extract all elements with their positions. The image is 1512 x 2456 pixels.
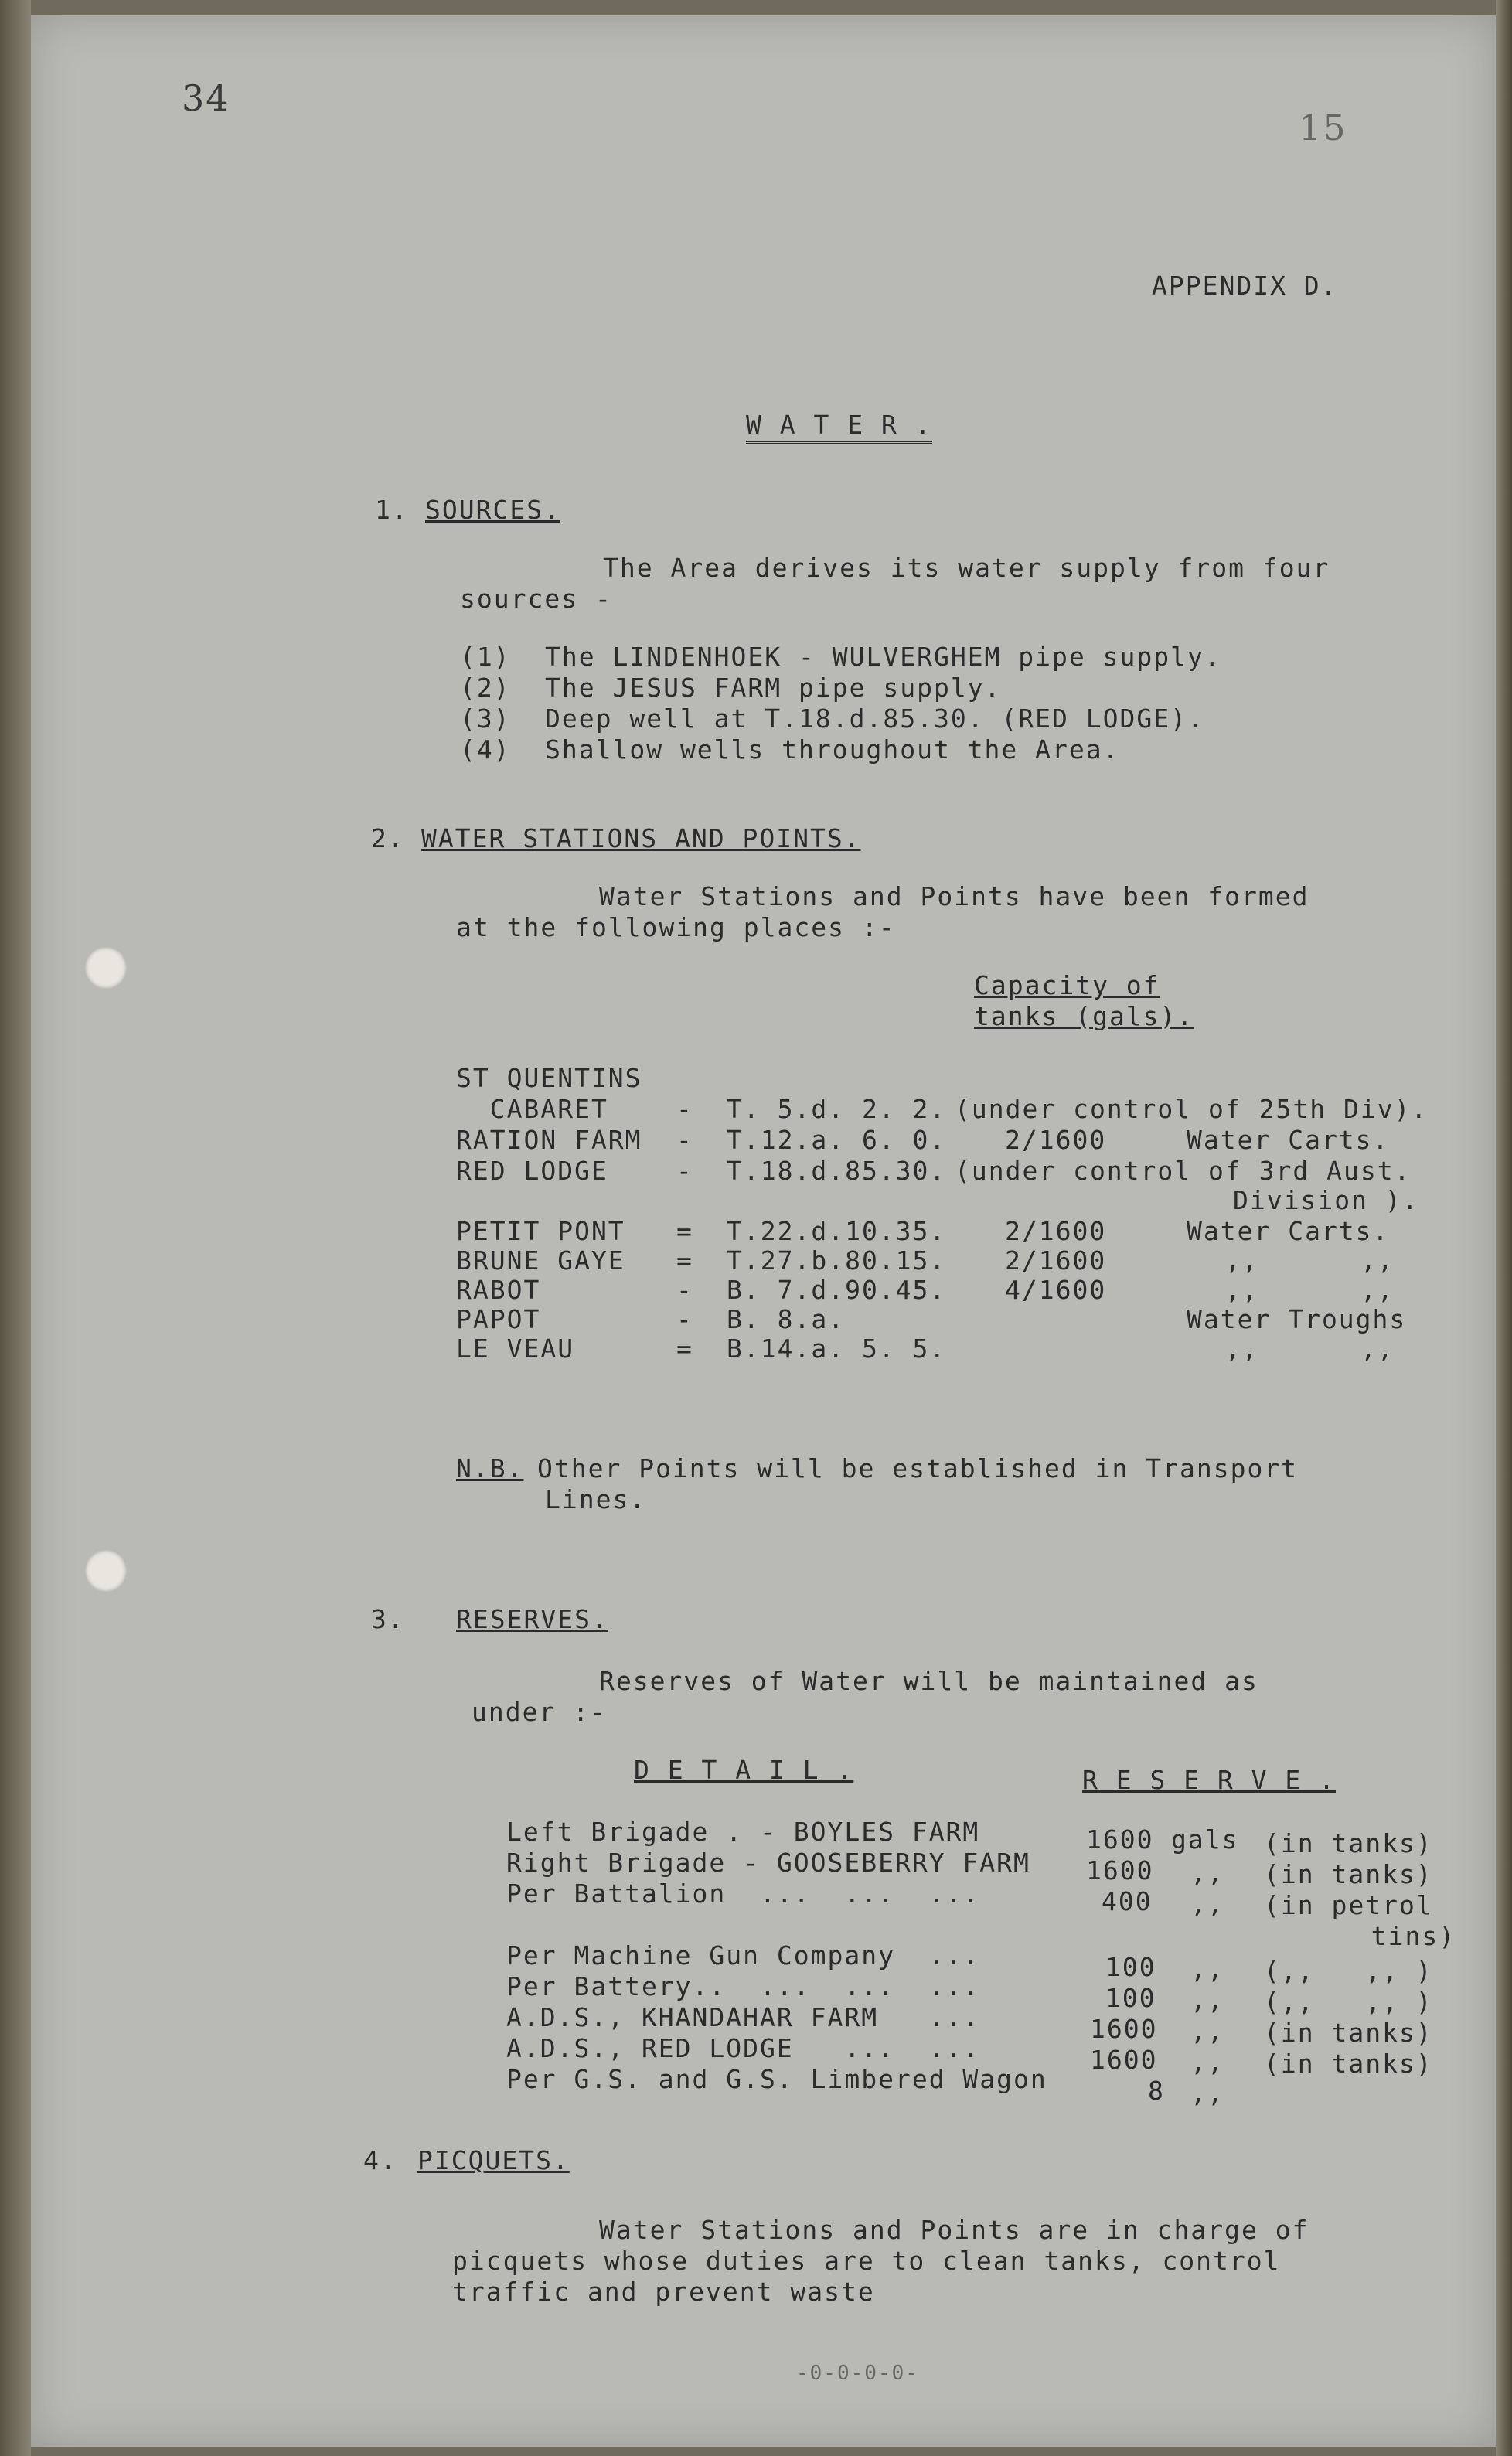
section-heading-reserves: RESERVES. bbox=[456, 1604, 608, 1634]
appendix-label: APPENDIX D. bbox=[1152, 271, 1338, 301]
column-header-reserve: R E S E R V E . bbox=[1082, 1765, 1337, 1795]
table-cell-qty: 1600 bbox=[1086, 1824, 1154, 1855]
table-cell-detail: Right Brigade - GOOSEBERRY FARM bbox=[506, 1848, 1030, 1878]
folio-number: 34 bbox=[182, 77, 230, 119]
table-cell-ref: B. 8.a. bbox=[727, 1304, 846, 1334]
table-cell-sep: - bbox=[676, 1156, 693, 1186]
table-cell-note: ,, ,, bbox=[1225, 1275, 1395, 1305]
table-cell-qty: 100 bbox=[1105, 1983, 1156, 2013]
page-number: 15 bbox=[1299, 107, 1347, 148]
table-cell-place: BRUNE GAYE bbox=[456, 1245, 625, 1276]
table-cell-unit: ,, bbox=[1190, 1985, 1224, 2015]
table-cell-sep: - bbox=[676, 1094, 693, 1124]
table-cell-place: CABARET bbox=[456, 1094, 608, 1124]
table-cell-note: (in tanks) bbox=[1264, 2049, 1433, 2079]
table-cell-ref: T.18.d.85.30. bbox=[727, 1156, 947, 1186]
table-cell-sep: - bbox=[676, 1125, 693, 1155]
table-cell-unit: ,, bbox=[1190, 1889, 1224, 1919]
section-heading-stations: WATER STATIONS AND POINTS. bbox=[421, 823, 861, 853]
punch-hole-icon bbox=[85, 947, 127, 989]
table-cell-ref: B.14.a. 5. 5. bbox=[727, 1334, 947, 1364]
table-cell-note: (in tanks) bbox=[1264, 1828, 1433, 1858]
table-cell-qty: 1600 bbox=[1086, 1855, 1154, 1885]
table-cell-note: ,, ,, bbox=[1225, 1245, 1395, 1276]
table-cell-capacity: 4/1600 bbox=[1005, 1275, 1107, 1305]
capacity-header: tanks (gals). bbox=[974, 1001, 1194, 1031]
table-cell-note: Water Troughs bbox=[1187, 1304, 1407, 1334]
table-cell-detail: Per Battery.. ... ... ... bbox=[506, 1971, 980, 2001]
table-cell-detail: A.D.S., RED LODGE ... ... bbox=[506, 2033, 980, 2063]
table-cell-sep: = bbox=[676, 1245, 693, 1276]
table-cell-place: RED LODGE bbox=[456, 1156, 608, 1186]
list-item-number: (3) bbox=[460, 703, 511, 734]
table-cell-sep: = bbox=[676, 1216, 693, 1246]
list-item-number: (4) bbox=[460, 734, 511, 765]
table-cell-note: Division ). bbox=[1233, 1185, 1419, 1215]
table-cell-detail: Per G.S. and G.S. Limbered Wagon bbox=[506, 2064, 1047, 2094]
table-cell-unit: ,, bbox=[1190, 1858, 1224, 1888]
table-cell-qty: 1600 bbox=[1090, 2045, 1158, 2075]
stations-intro: at the following places :- bbox=[456, 912, 896, 942]
paper-stack-edge-left bbox=[0, 0, 31, 2456]
table-cell-place: RATION FARM bbox=[456, 1125, 642, 1155]
table-cell-place: ST QUENTINS bbox=[456, 1063, 642, 1093]
table-cell-unit: ,, bbox=[1190, 2016, 1224, 2046]
table-cell-unit: ,, bbox=[1190, 1954, 1224, 1984]
table-cell-place: LE VEAU bbox=[456, 1334, 575, 1364]
table-cell-sep: - bbox=[676, 1275, 693, 1305]
table-cell-note: Water Carts. bbox=[1187, 1216, 1390, 1246]
list-item: The LINDENHOEK - WULVERGHEM pipe supply. bbox=[545, 642, 1221, 672]
table-cell-note: (under control of 3rd Aust. bbox=[955, 1156, 1412, 1186]
section-number: 3. bbox=[371, 1604, 405, 1634]
table-cell-place: RABOT bbox=[456, 1275, 541, 1305]
document-page bbox=[31, 15, 1496, 2447]
sources-intro: sources - bbox=[460, 584, 612, 614]
table-cell-ref: T.27.b.80.15. bbox=[727, 1245, 947, 1276]
table-cell-ref: T. 5.d. 2. 2. bbox=[727, 1094, 947, 1124]
table-cell-qty: 1600 bbox=[1090, 2014, 1158, 2044]
table-cell-sep: - bbox=[676, 1304, 693, 1334]
table-cell-ref: T.22.d.10.35. bbox=[727, 1216, 947, 1246]
list-item: The JESUS FARM pipe supply. bbox=[545, 673, 1002, 703]
table-cell-qty: 100 bbox=[1105, 1952, 1156, 1982]
table-cell-note: Water Carts. bbox=[1187, 1125, 1390, 1155]
table-cell-detail: A.D.S., KHANDAHAR FARM ... bbox=[506, 2002, 980, 2032]
section-number: 1. bbox=[375, 495, 409, 525]
list-item: Shallow wells throughout the Area. bbox=[545, 734, 1120, 765]
table-cell-note: (in petrol bbox=[1264, 1890, 1433, 1920]
picquets-text: picquets whose duties are to clean tanks, control bbox=[452, 2246, 1281, 2276]
table-cell-unit: gals bbox=[1171, 1824, 1239, 1855]
table-cell-qty: 8 bbox=[1148, 2076, 1165, 2106]
stations-intro: Water Stations and Points have been formed bbox=[599, 881, 1309, 911]
table-cell-capacity: 2/1600 bbox=[1005, 1216, 1107, 1246]
page-title: W A T E R . bbox=[746, 410, 932, 444]
table-cell-capacity: 2/1600 bbox=[1005, 1245, 1107, 1276]
table-cell-unit: ,, bbox=[1190, 2078, 1224, 2108]
table-cell-place: PETIT PONT bbox=[456, 1216, 625, 1246]
table-cell-detail: Per Machine Gun Company ... bbox=[506, 1940, 980, 1971]
capacity-header: Capacity of bbox=[974, 970, 1160, 1000]
table-cell-place: PAPOT bbox=[456, 1304, 541, 1334]
paper-stack-edge-right bbox=[1496, 0, 1512, 2456]
list-item-number: (2) bbox=[460, 673, 511, 703]
sources-intro: The Area derives its water supply from four bbox=[603, 553, 1330, 583]
section-number: 4. bbox=[363, 2145, 397, 2175]
table-cell-note: (,, ,, ) bbox=[1264, 1987, 1433, 2017]
list-item-number: (1) bbox=[460, 642, 511, 672]
table-cell-ref: B. 7.d.90.45. bbox=[727, 1275, 947, 1305]
picquets-text: Water Stations and Points are in charge of bbox=[599, 2215, 1309, 2245]
table-cell-qty: 400 bbox=[1102, 1886, 1153, 1916]
reserves-intro: Reserves of Water will be maintained as bbox=[599, 1666, 1258, 1696]
table-cell-note: tins) bbox=[1337, 1921, 1456, 1951]
table-cell-unit: ,, bbox=[1190, 2047, 1224, 2077]
list-item: Deep well at T.18.d.85.30. (RED LODGE). bbox=[545, 703, 1204, 734]
table-cell-note: ,, ,, bbox=[1225, 1334, 1395, 1364]
nb-label: N.B. bbox=[456, 1453, 524, 1483]
table-cell-note: (in tanks) bbox=[1264, 1859, 1433, 1889]
table-cell-note: (,, ,, ) bbox=[1264, 1956, 1433, 1986]
nb-text: Other Points will be established in Transport bbox=[537, 1453, 1299, 1483]
footer-mark: -0-0-0-0- bbox=[796, 2362, 919, 2385]
picquets-text: traffic and prevent waste bbox=[452, 2277, 875, 2307]
section-number: 2. bbox=[371, 823, 405, 853]
table-cell-sep: = bbox=[676, 1334, 693, 1364]
section-heading-sources: SOURCES. bbox=[425, 495, 560, 525]
table-cell-note: (in tanks) bbox=[1264, 2018, 1433, 2048]
table-cell-detail: Left Brigade . - BOYLES FARM bbox=[506, 1817, 980, 1847]
reserves-intro: under :- bbox=[472, 1697, 607, 1727]
table-cell-ref: T.12.a. 6. 0. bbox=[727, 1125, 947, 1155]
section-heading-picquets: PICQUETS. bbox=[417, 2145, 570, 2175]
table-cell-note: (under control of 25th Div). bbox=[955, 1094, 1429, 1124]
table-cell-capacity: 2/1600 bbox=[1005, 1125, 1107, 1155]
nb-text: Lines. bbox=[545, 1484, 647, 1514]
table-cell-detail: Per Battalion ... ... ... bbox=[506, 1879, 980, 1909]
punch-hole-icon bbox=[85, 1550, 127, 1592]
column-header-detail: D E T A I L . bbox=[634, 1755, 854, 1785]
